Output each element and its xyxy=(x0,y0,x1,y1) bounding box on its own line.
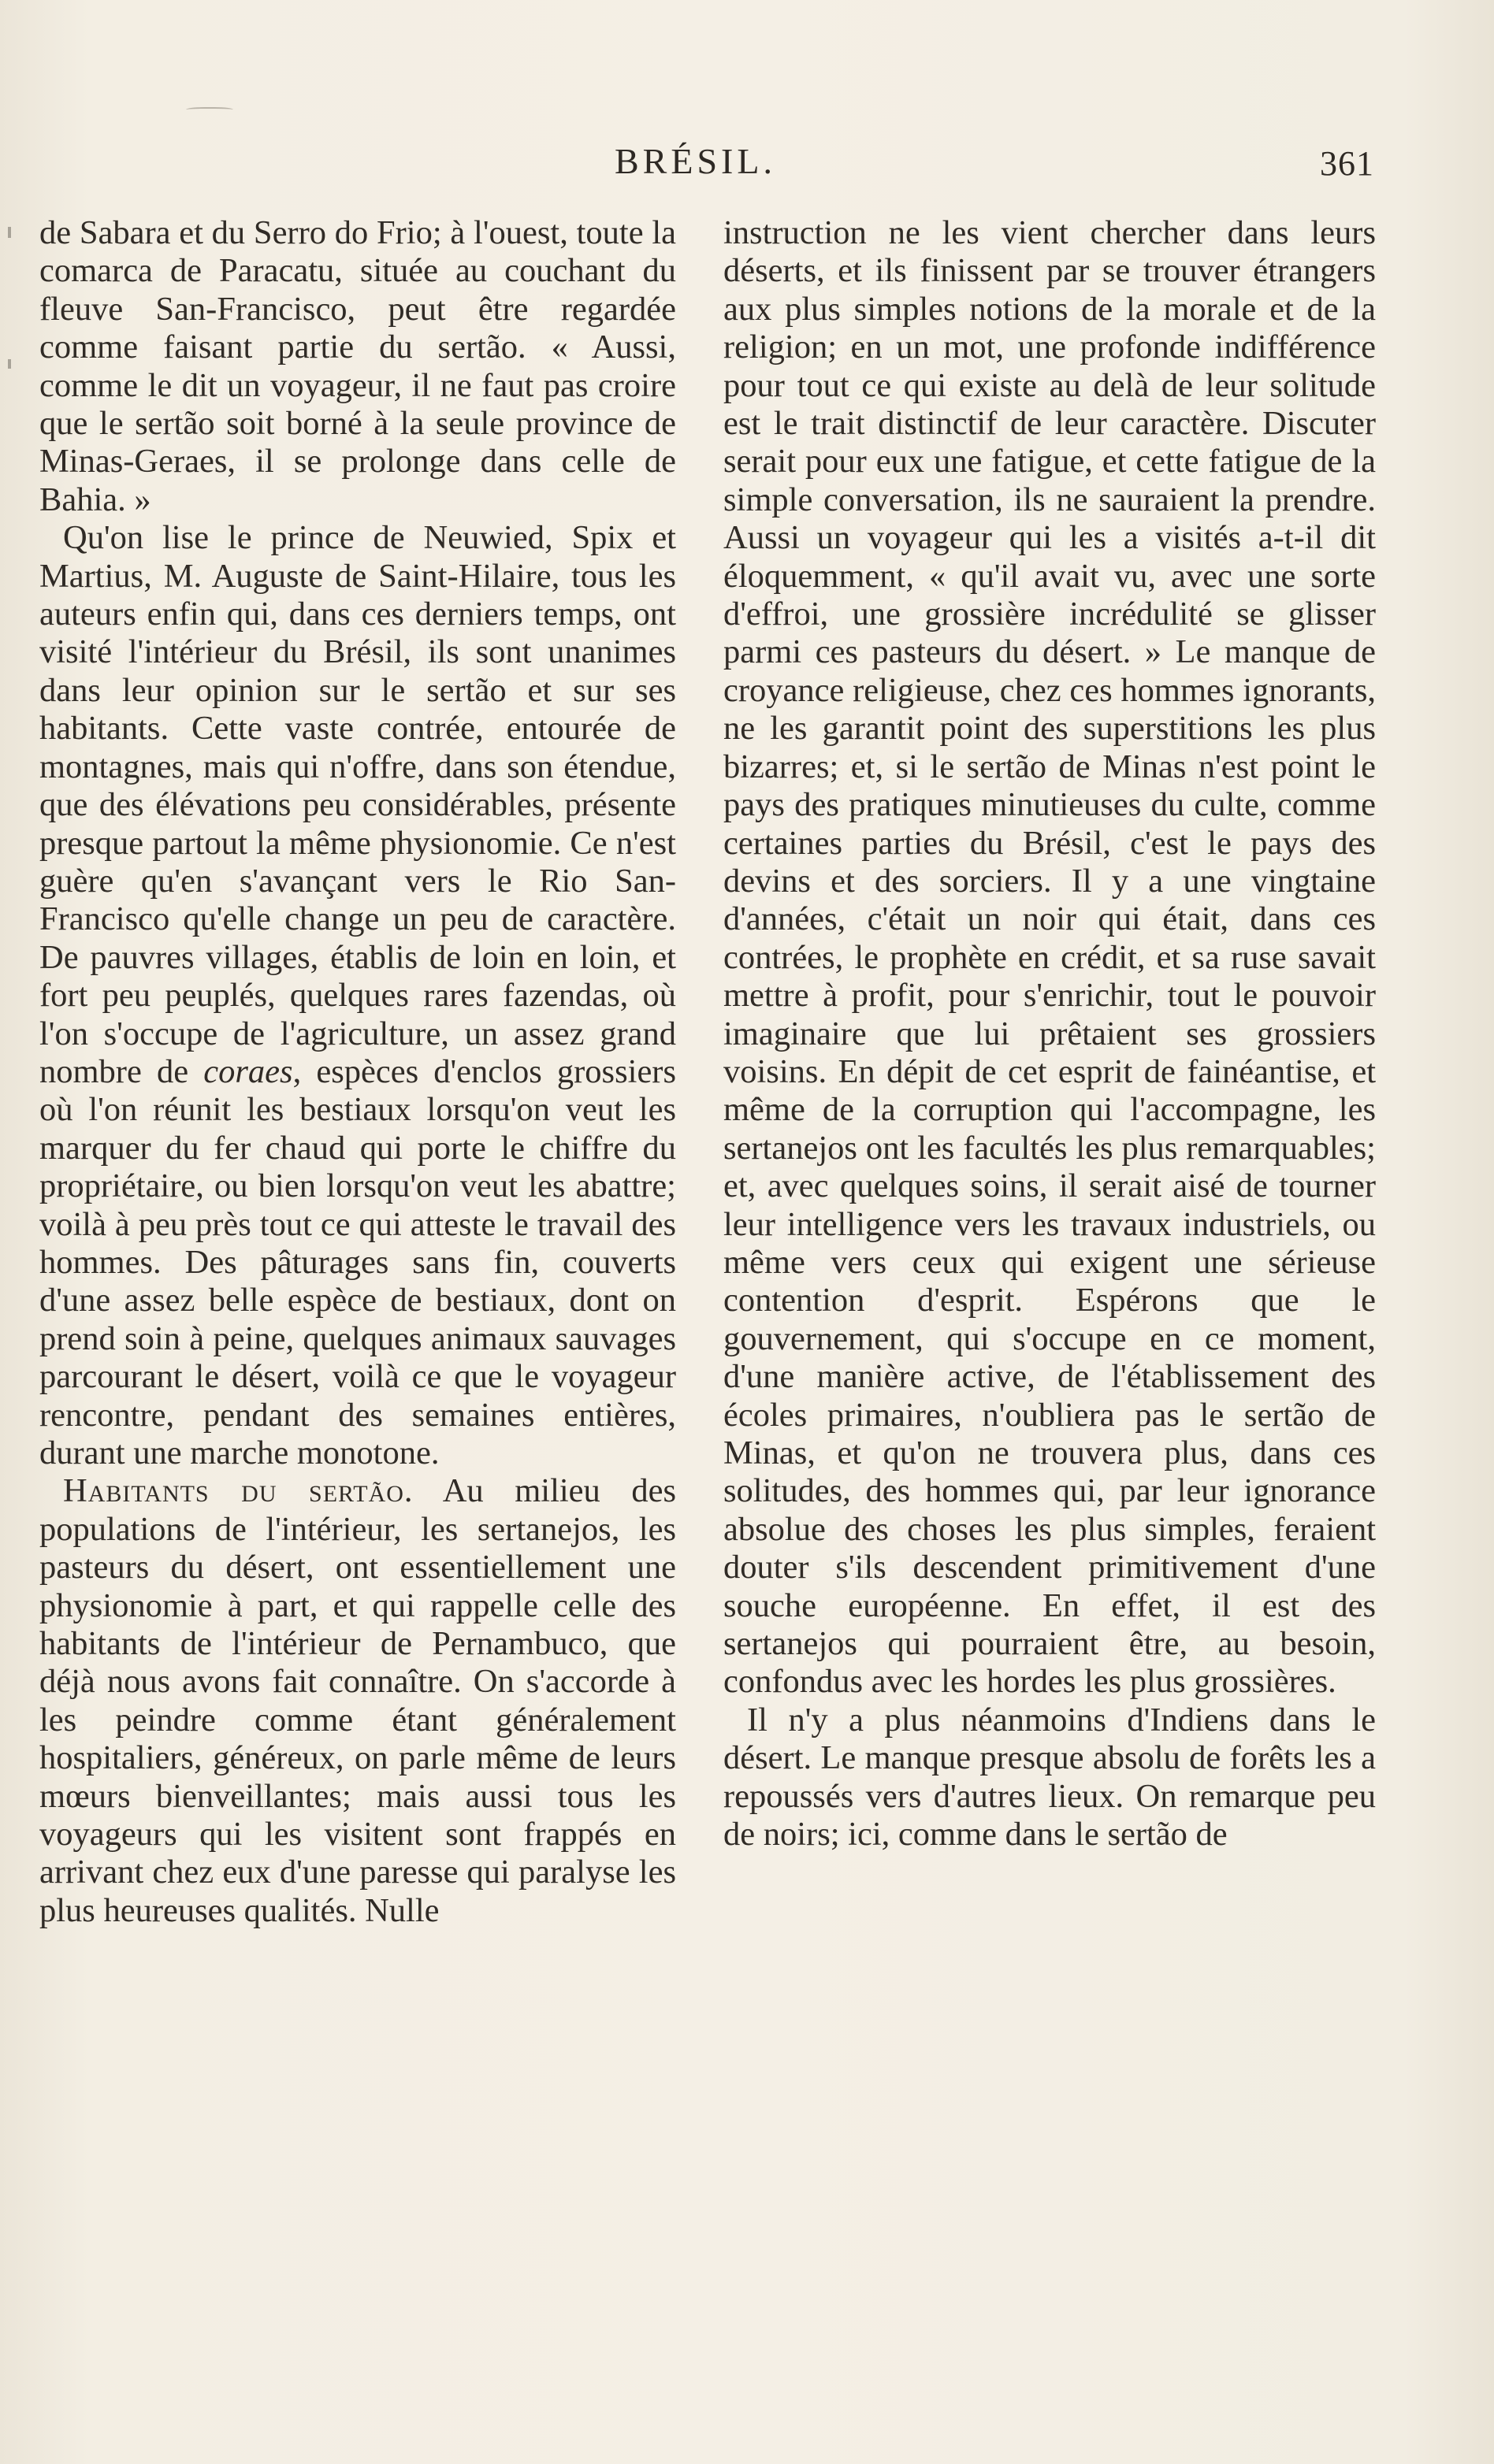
margin-mark xyxy=(8,227,11,238)
paragraph-text: Au milieu des populations de l'intérieur, les sertanejos, les pasteurs du désert, ont essentiellement une physionomie à part, et qui rappelle celle des habitants de l'intérieur de Pernambuco, que déjà nous avons fait connaître. On s'accorde à les peindre comme étant généralement hospitaliers, généreux, on parle même de leurs mœurs bienveillantes; mais aussi tous les voyageurs qui les visitent sont frappés en arrivant chez eux d'une paresse qui paralyse les plus heureuses qualités. Nulle xyxy=(39,1472,676,1929)
paragraph-text: Qu'on lise le prince de Neuwied, Spix et Martius, M. Auguste de Saint-Hilaire, tous les auteurs enfin qui, dans ces derniers temps, ont visité l'intérieur du Brésil, ils sont unanimes dans leur opinion sur le sertão et sur ses habitants. Cette vaste contrée, entourée de montagnes, mais qui n'offre, dans son étendue, que des élévations peu considérables, présente presque partout la même physionomie. Ce n'est guère qu'en s'avançant vers le Rio San-Francisco qu'elle change un peu de caractère. De pauvres villages, établis de loin en loin, et fort peu peuplés, quelques rares fazendas, où l'on s'occupe de l'agriculture, un assez grand nombre de xyxy=(39,519,676,1090)
margin-mark xyxy=(8,359,11,369)
right-column xyxy=(723,214,1376,1854)
page-number: 361 xyxy=(1320,144,1374,183)
paragraph xyxy=(39,1472,676,1930)
italic-term: coraes xyxy=(203,1052,293,1090)
ink-smudge xyxy=(186,107,233,113)
left-column xyxy=(39,214,676,1930)
paragraph-text: , espèces d'enclos grossiers où l'on réunit les bestiaux lorsqu'on veut les marquer du fer chaud qui porte le chiffre du propriétaire, ou bien lorsqu'on veut les abattre; voilà à peu près tout ce qui atteste le travail des hommes. Des pâturages sans fin, couverts d'une assez belle espèce de bestiaux, dont on prend soin à peine, quelques animaux sauvages parcourant le désert, voilà ce que le voyageur rencontre, pendant des semaines entières, durant une marche monotone. xyxy=(39,1052,676,1471)
paragraph: de Sabara et du Serro do Frio; à l'ouest, toute la comarca de Paracatu, située au couchant du fleuve San-Francisco, peut être regardée comme faisant partie du sertão. « Aussi, comme le dit un voyageur, il ne faut pas croire que le sertão soit borné à la seule province de Minas-Geraes, il se prolonge dans celle de Bahia. » xyxy=(39,214,676,518)
paragraph: Il n'y a plus néanmoins d'Indiens dans le désert. Le manque presque absolu de forêts les a repoussés vers d'autres lieux. On remarque peu de noirs; ici, comme dans le sertão de xyxy=(723,1701,1376,1854)
section-heading: Habitants du sertão. xyxy=(63,1472,414,1510)
running-head: BRÉSIL. xyxy=(615,141,776,181)
paragraph xyxy=(39,519,676,1472)
paragraph: instruction ne les vient chercher dans leurs déserts, et ils finissent par se trouver étrangers aux plus simples notions de la morale et de la religion; en un mot, une profonde indifférence pour tout ce qui existe au delà de leur solitude est le trait distinctif de leur caractère. Discuter serait pour eux une fatigue, et cette fatigue de la simple conversation, ils ne sauraient la prendre. Aussi un voyageur qui les a visités a-t-il dit éloquemment, « qu'il avait vu, avec une sorte d'effroi, une grossière incrédulité se glisser parmi ces pasteurs du désert. » Le manque de croyance religieuse, chez ces hommes ignorants, ne les garantit point des superstitions les plus bizarres; et, si le sertão de Minas n'est point le pays des pratiques minutieuses du culte, comme certaines parties du Brésil, c'est le pays des devins et des sorciers. Il y a une vingtaine d'années, c'était un noir qui était, dans ces contrées, le prophète en crédit, et sa ruse savait mettre à profit, pour s'enrichir, tout le pouvoir imaginaire que lui prêtaient ses grossiers voisins. En dépit de cet esprit de fainéantise, et même de la corruption qui l'accompagne, les sertanejos ont les facultés les plus remarquables; et, avec quelques soins, il serait aisé de tourner leur intelligence vers les travaux industriels, ou même vers ceux qui exigent une sérieuse contention d'esprit. Espérons que le gouvernement, qui s'occupe en ce moment, d'une manière active, de l'établissement des écoles primaires, n'oubliera pas le sertão de Minas, et qu'on ne trouvera plus, dans ces solitudes, des hommes qui, par leur ignorance absolue des choses les plus simples, feraient douter s'ils descendent primitivement d'une souche européenne. En effet, il est des sertanejos qui pourraient être, au besoin, confondus avec les hordes les plus grossières. xyxy=(723,214,1376,1701)
